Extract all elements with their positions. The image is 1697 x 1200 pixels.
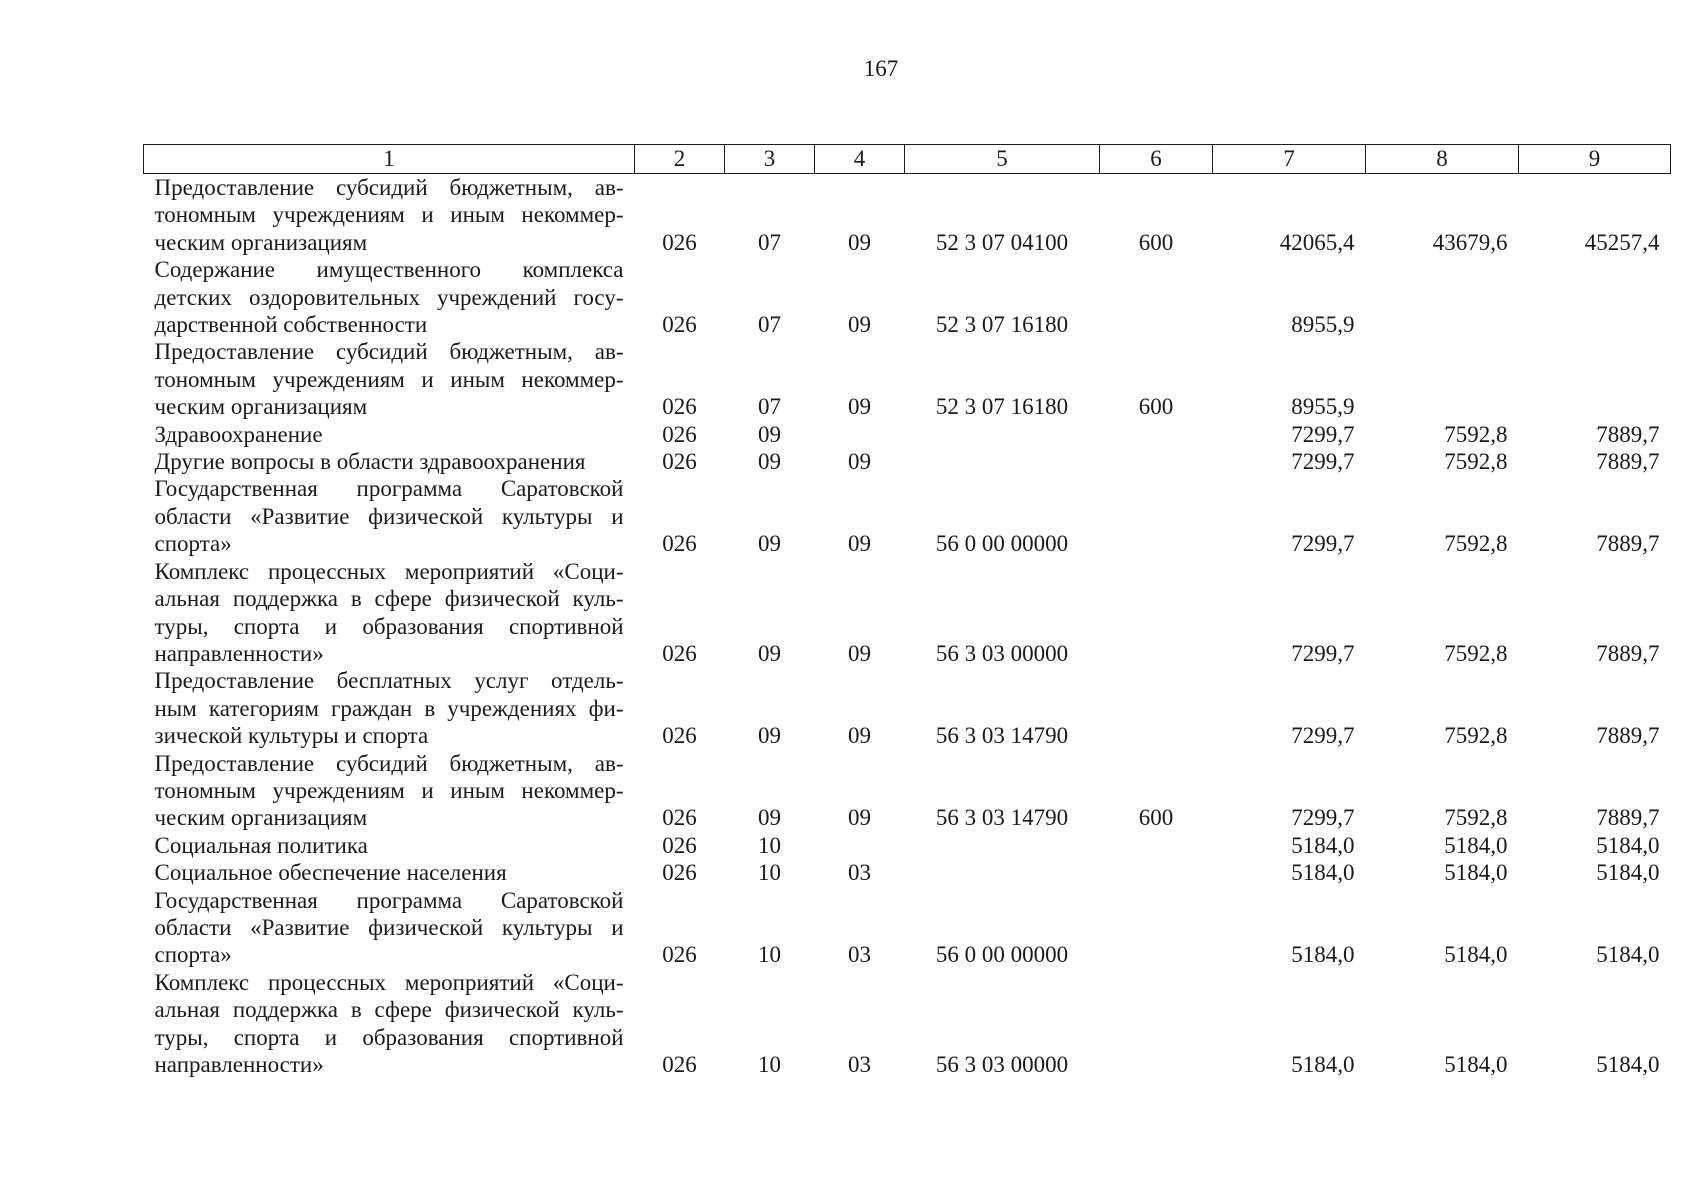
cell-section: 09 bbox=[758, 531, 781, 557]
cell-amount-year-2 bbox=[1366, 338, 1519, 420]
description-line: Другие вопросы в области здравоохранения bbox=[154, 449, 586, 475]
cell-subsection: 03 bbox=[848, 860, 871, 886]
description-line: направленности» bbox=[154, 1052, 324, 1077]
cell-amount-year-3: 7889,7 bbox=[1596, 531, 1660, 557]
description-line: Государственная программа Саратовской bbox=[154, 476, 624, 502]
description-line: ческим организациям bbox=[154, 229, 368, 255]
header-col-8: 8 bbox=[1366, 145, 1519, 174]
cell-section: 09 bbox=[758, 805, 781, 831]
cell-target-article bbox=[905, 421, 1100, 448]
description-line: спорта» bbox=[154, 531, 232, 557]
cell-amount-year-2: 7592,8 bbox=[1444, 421, 1508, 447]
description-line: тономным учреждениям и иным некоммер- bbox=[154, 777, 624, 803]
cell-subsection: 09 bbox=[848, 394, 871, 420]
cell-target-article: 56 3 03 00000 bbox=[935, 640, 1069, 666]
description-line: области «Развитие физической культуры и bbox=[154, 914, 624, 940]
description-line: Предоставление субсидий бюджетным, ав- bbox=[154, 339, 624, 365]
cell-section: 09 bbox=[758, 449, 781, 475]
cell-expense-type bbox=[1100, 558, 1213, 668]
cell-target-article: 52 3 07 04100 bbox=[935, 229, 1069, 255]
cell-description bbox=[144, 558, 635, 668]
description-line: туры, спорта и образования спортивной bbox=[154, 1024, 624, 1050]
cell-ministry: 026 bbox=[662, 531, 697, 557]
header-col-4: 4 bbox=[815, 145, 905, 174]
header-row bbox=[144, 145, 1671, 174]
cell-section: 07 bbox=[758, 312, 781, 338]
cell-section: 07 bbox=[758, 394, 781, 420]
cell-amount-year-2: 5184,0 bbox=[1444, 832, 1508, 858]
cell-amount-year-2: 7592,8 bbox=[1444, 723, 1508, 749]
table-row bbox=[144, 558, 1671, 668]
table-body bbox=[144, 174, 1671, 1079]
cell-expense-type bbox=[1100, 256, 1213, 338]
cell-expense-type: 600 bbox=[1138, 394, 1174, 420]
cell-amount-year-3: 45257,4 bbox=[1584, 229, 1660, 255]
cell-ministry: 026 bbox=[662, 421, 697, 447]
cell-description bbox=[144, 475, 635, 557]
cell-description bbox=[144, 174, 635, 257]
cell-amount-year-1: 7299,7 bbox=[1291, 640, 1355, 666]
cell-expense-type: 600 bbox=[1138, 805, 1174, 831]
description-line: Здравоохранение bbox=[154, 421, 323, 447]
cell-amount-year-3: 5184,0 bbox=[1596, 860, 1660, 886]
page-number: 167 bbox=[863, 56, 899, 81]
cell-amount-year-2: 7592,8 bbox=[1444, 640, 1508, 666]
cell-amount-year-1: 5184,0 bbox=[1291, 942, 1355, 968]
cell-amount-year-3: 7889,7 bbox=[1596, 421, 1660, 447]
cell-expense-type bbox=[1100, 475, 1213, 557]
table-row bbox=[144, 887, 1671, 969]
cell-amount-year-3 bbox=[1519, 338, 1671, 420]
cell-amount-year-2 bbox=[1366, 256, 1519, 338]
cell-expense-type bbox=[1100, 859, 1213, 886]
cell-subsection: 09 bbox=[848, 229, 871, 255]
header-col-3: 3 bbox=[725, 145, 815, 174]
description-line: Комплекс процессных мероприятий «Соци- bbox=[154, 558, 624, 584]
header-col-2: 2 bbox=[635, 145, 725, 174]
cell-ministry: 026 bbox=[662, 860, 697, 886]
description-line: альная поддержка в сфере физической куль- bbox=[154, 586, 624, 612]
cell-amount-year-3: 5184,0 bbox=[1596, 832, 1660, 858]
description-line: ческим организациям bbox=[154, 805, 368, 831]
table-row bbox=[144, 174, 1671, 257]
cell-amount-year-1: 8955,9 bbox=[1291, 394, 1355, 420]
cell-amount-year-1: 5184,0 bbox=[1291, 860, 1355, 886]
cell-amount-year-1: 5184,0 bbox=[1291, 1052, 1355, 1077]
cell-subsection: 09 bbox=[848, 723, 871, 749]
cell-subsection: 09 bbox=[848, 805, 871, 831]
header-col-7: 7 bbox=[1213, 145, 1366, 174]
cell-section: 10 bbox=[758, 942, 781, 968]
cell-ministry: 026 bbox=[662, 449, 697, 475]
cell-subsection: 09 bbox=[848, 531, 871, 557]
cell-amount-year-2: 7592,8 bbox=[1444, 805, 1508, 831]
cell-target-article: 56 3 03 14790 bbox=[935, 723, 1069, 749]
cell-expense-type bbox=[1100, 448, 1213, 475]
description-line: Социальное обеспечение населения bbox=[154, 860, 507, 886]
description-line: ческим организациям bbox=[154, 394, 368, 420]
cell-expense-type: 600 bbox=[1138, 229, 1174, 255]
table-row bbox=[144, 832, 1671, 859]
table-row bbox=[144, 475, 1671, 557]
cell-description bbox=[144, 448, 635, 475]
cell-expense-type bbox=[1100, 969, 1213, 1079]
description-line: альная поддержка в сфере физической куль- bbox=[154, 997, 624, 1023]
cell-section: 07 bbox=[758, 229, 781, 255]
cell-ministry: 026 bbox=[662, 229, 697, 255]
description-line: Предоставление субсидий бюджетным, ав- bbox=[154, 175, 624, 200]
cell-amount-year-2: 43679,6 bbox=[1432, 229, 1508, 255]
table-row bbox=[144, 256, 1671, 338]
cell-target-article bbox=[905, 859, 1100, 886]
cell-target-article bbox=[905, 832, 1100, 859]
cell-expense-type bbox=[1100, 832, 1213, 859]
cell-description bbox=[144, 750, 635, 832]
cell-ministry: 026 bbox=[662, 312, 697, 338]
cell-section: 09 bbox=[758, 640, 781, 666]
cell-amount-year-1: 7299,7 bbox=[1291, 449, 1355, 475]
cell-ministry: 026 bbox=[662, 1052, 697, 1077]
cell-expense-type bbox=[1100, 667, 1213, 749]
description-line: направленности» bbox=[154, 640, 324, 666]
cell-ministry: 026 bbox=[662, 942, 697, 968]
description-line: туры, спорта и образования спортивной bbox=[154, 613, 624, 639]
cell-description bbox=[144, 256, 635, 338]
table-row bbox=[144, 969, 1671, 1079]
description-line: Предоставление бесплатных услуг отдель- bbox=[154, 668, 624, 694]
cell-description bbox=[144, 667, 635, 749]
description-line: тономным учреждениям и иным некоммер- bbox=[154, 366, 624, 392]
cell-section: 09 bbox=[758, 723, 781, 749]
cell-subsection: 03 bbox=[848, 942, 871, 968]
cell-section: 10 bbox=[758, 832, 781, 858]
description-line: Предоставление субсидий бюджетным, ав- bbox=[154, 750, 624, 776]
header-col-1: 1 bbox=[144, 145, 635, 174]
description-line: Государственная программа Саратовской bbox=[154, 887, 624, 913]
cell-amount-year-1: 7299,7 bbox=[1291, 531, 1355, 557]
description-line: области «Развитие физической культуры и bbox=[154, 503, 624, 529]
cell-ministry: 026 bbox=[662, 394, 697, 420]
header-col-9: 9 bbox=[1519, 145, 1671, 174]
cell-amount-year-3 bbox=[1519, 256, 1671, 338]
cell-expense-type bbox=[1100, 887, 1213, 969]
cell-subsection: 09 bbox=[848, 449, 871, 475]
cell-amount-year-3: 7889,7 bbox=[1596, 723, 1660, 749]
cell-ministry: 026 bbox=[662, 640, 697, 666]
cell-target-article: 56 3 03 14790 bbox=[935, 805, 1069, 831]
cell-section: 10 bbox=[758, 860, 781, 886]
description-line: тономным учреждениям и иным некоммер- bbox=[154, 202, 624, 228]
cell-expense-type bbox=[1100, 421, 1213, 448]
cell-amount-year-1: 7299,7 bbox=[1291, 723, 1355, 749]
table-row bbox=[144, 859, 1671, 886]
cell-target-article: 52 3 07 16180 bbox=[935, 394, 1069, 420]
cell-amount-year-2: 7592,8 bbox=[1444, 449, 1508, 475]
table-row bbox=[144, 667, 1671, 749]
description-line: ным категориям граждан в учреждениях фи- bbox=[154, 695, 624, 721]
cell-section: 10 bbox=[758, 1052, 781, 1077]
cell-subsection: 09 bbox=[848, 640, 871, 666]
cell-subsection: 03 bbox=[848, 1052, 871, 1077]
cell-description bbox=[144, 859, 635, 886]
cell-description bbox=[144, 338, 635, 420]
table-row bbox=[144, 750, 1671, 832]
cell-amount-year-2: 5184,0 bbox=[1444, 1052, 1508, 1077]
table-row bbox=[144, 338, 1671, 420]
description-line: Содержание имущественного комплекса bbox=[154, 257, 624, 283]
description-line: Комплекс процессных мероприятий «Соци- bbox=[154, 969, 624, 995]
cell-amount-year-3: 7889,7 bbox=[1596, 449, 1660, 475]
cell-target-article: 56 0 00 00000 bbox=[935, 531, 1069, 557]
description-line: Социальная политика bbox=[154, 832, 368, 858]
cell-ministry: 026 bbox=[662, 723, 697, 749]
cell-target-article bbox=[905, 448, 1100, 475]
cell-subsection bbox=[815, 421, 905, 448]
cell-amount-year-1: 5184,0 bbox=[1291, 832, 1355, 858]
description-line: дарственной собственности bbox=[154, 312, 428, 338]
cell-amount-year-3: 7889,7 bbox=[1596, 640, 1660, 666]
cell-amount-year-1: 42065,4 bbox=[1279, 229, 1355, 255]
header-col-5: 5 bbox=[905, 145, 1100, 174]
cell-amount-year-1: 7299,7 bbox=[1291, 421, 1355, 447]
cell-target-article: 56 3 03 00000 bbox=[935, 1052, 1069, 1077]
cell-amount-year-1: 8955,9 bbox=[1291, 312, 1355, 338]
cell-description bbox=[144, 887, 635, 969]
table-row bbox=[144, 421, 1671, 448]
cell-amount-year-3: 5184,0 bbox=[1596, 942, 1660, 968]
cell-amount-year-1: 7299,7 bbox=[1291, 805, 1355, 831]
description-line: детских оздоровительных учреждений госу- bbox=[154, 284, 624, 310]
cell-description bbox=[144, 969, 635, 1079]
table-row bbox=[144, 448, 1671, 475]
cell-target-article: 52 3 07 16180 bbox=[935, 312, 1069, 338]
cell-amount-year-3: 7889,7 bbox=[1596, 805, 1660, 831]
cell-amount-year-2: 5184,0 bbox=[1444, 860, 1508, 886]
cell-ministry: 026 bbox=[662, 805, 697, 831]
cell-amount-year-3: 5184,0 bbox=[1596, 1052, 1660, 1077]
cell-amount-year-2: 7592,8 bbox=[1444, 531, 1508, 557]
description-line: спорта» bbox=[154, 942, 232, 968]
description-line: зической культуры и спорта bbox=[154, 723, 429, 749]
cell-amount-year-2: 5184,0 bbox=[1444, 942, 1508, 968]
cell-target-article: 56 0 00 00000 bbox=[935, 942, 1069, 968]
cell-subsection bbox=[815, 832, 905, 859]
table-header bbox=[144, 145, 1671, 174]
cell-ministry: 026 bbox=[662, 832, 697, 858]
budget-table bbox=[143, 144, 1671, 1078]
cell-description bbox=[144, 832, 635, 859]
cell-subsection: 09 bbox=[848, 312, 871, 338]
cell-section: 09 bbox=[758, 421, 781, 447]
header-col-6: 6 bbox=[1100, 145, 1213, 174]
cell-description bbox=[144, 421, 635, 448]
